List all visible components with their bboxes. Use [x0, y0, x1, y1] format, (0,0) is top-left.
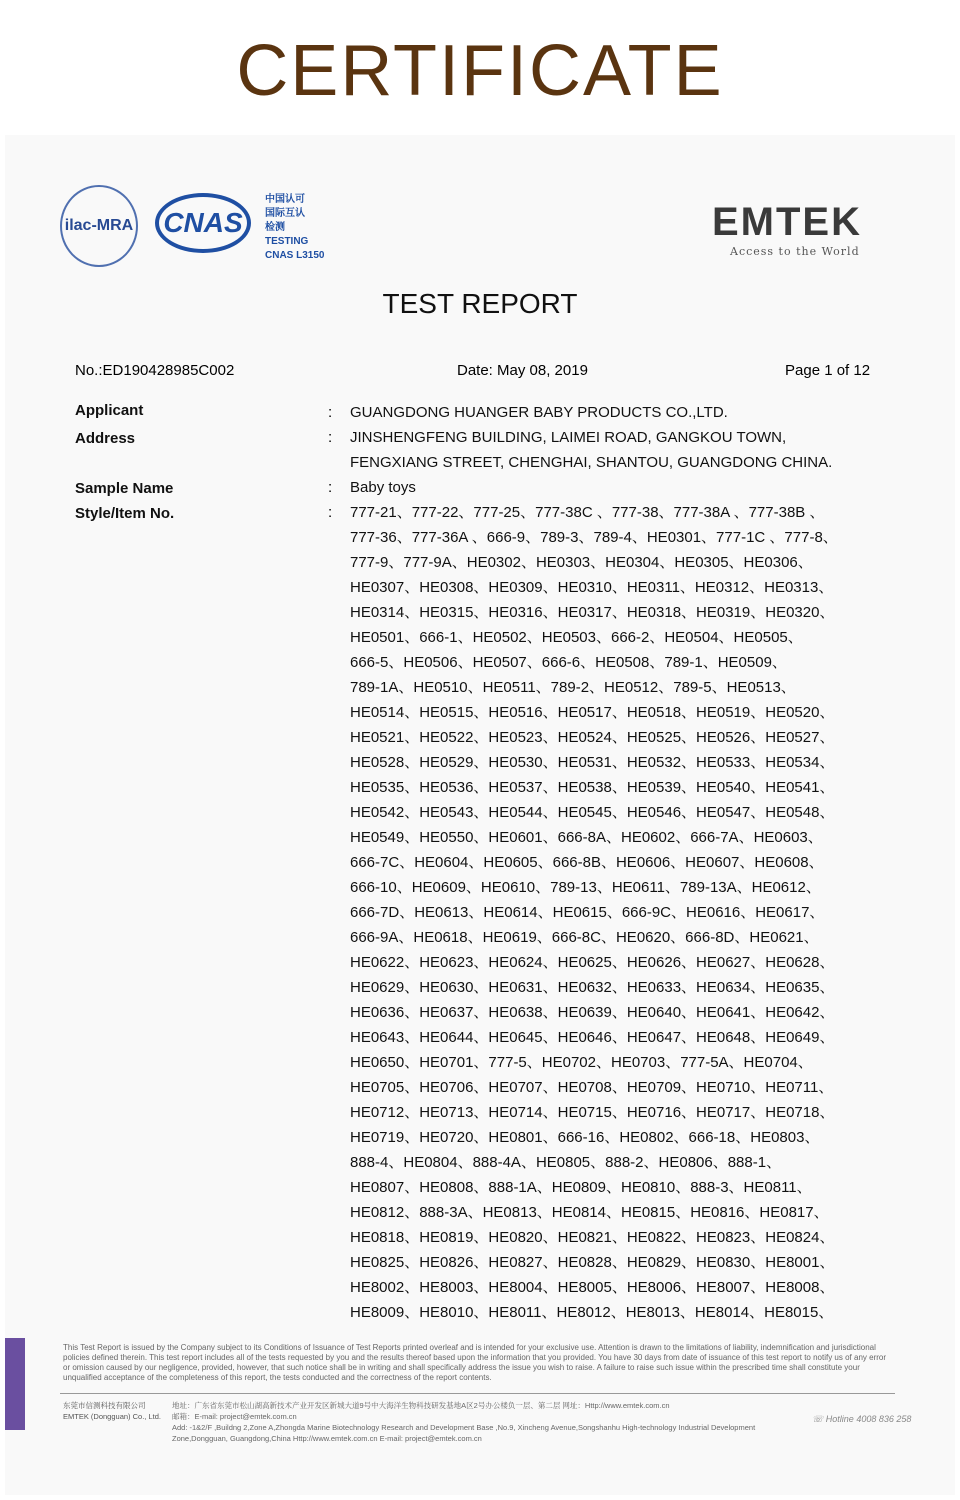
style-item-line: HE0528、HE0529、HE0530、HE0531、HE0532、HE0533、HE0534、	[350, 754, 835, 771]
style-item-line: HE0622、HE0623、HE0624、HE0625、HE0626、HE0627、HE0628、	[350, 954, 835, 971]
style-item-line: 888-4、HE0804、888-4A、HE0805、888-2、HE0806、888-1、	[350, 1154, 782, 1171]
footer-divider	[60, 1393, 895, 1394]
address-value: JINSHENGFENG BUILDING, LAIMEI ROAD, GANGKOU TOWN, FENGXIANG STREET, CHENGHAI, SHANTOU, GUANGDONG CHINA.	[350, 429, 833, 471]
applicant-label: Applicant	[75, 402, 144, 419]
page-indicator: Page 1 of 12	[785, 362, 871, 379]
style-item-line: HE0825、HE0826、HE0827、HE0828、HE0829、HE0830、HE8001、	[350, 1254, 835, 1271]
style-item-line: HE0542、HE0543、HE0544、HE0545、HE0546、HE0547、HE0548、	[350, 804, 835, 821]
accreditation-logos	[60, 185, 350, 275]
report-number: No.:ED190428985C002	[75, 362, 235, 379]
style-item-line: HE0501、666-1、HE0502、HE0503、666-2、HE0504、HE0505、	[350, 629, 803, 646]
emtek-name: EMTEK	[712, 200, 862, 244]
emtek-logo	[712, 200, 892, 258]
style-item-label: Style/Item No.	[75, 505, 175, 522]
style-item-line: HE0629、HE0630、HE0631、HE0632、HE0633、HE0634、HE0635、	[350, 979, 835, 996]
style-item-line: HE0712、HE0713、HE0714、HE0715、HE0716、HE0717、HE0718、	[350, 1104, 835, 1121]
applicant-value: GUANGDONG HUANGER BABY PRODUCTS CO.,LTD.	[350, 404, 728, 421]
style-item-line: 666-5、HE0506、HE0507、666-6、HE0508、789-1、HE0509、	[350, 654, 787, 671]
ilac-mra-logo: ilac-MRA	[60, 185, 138, 267]
style-item-line: 777-9、777-9A、HE0302、HE0303、HE0304、HE0305、HE0306、	[350, 554, 813, 571]
phone-icon: ☏	[812, 1414, 824, 1424]
style-item-line: HE0818、HE0819、HE0820、HE0821、HE0822、HE0823、HE0824、	[350, 1229, 835, 1246]
style-item-line: 666-9A、HE0618、HE0619、666-8C、HE0620、666-8D、HE0621、	[350, 929, 819, 946]
style-item-line: HE0549、HE0550、HE0601、666-8A、HE0602、666-7A、HE0603、	[350, 829, 823, 846]
style-item-line: 789-1A、HE0510、HE0511、789-2、HE0512、789-5、HE0513、	[350, 679, 796, 696]
sample-name-label: Sample Name	[75, 480, 174, 497]
report-date: Date: May 08, 2019	[457, 362, 588, 379]
style-item-line: HE0521、HE0522、HE0523、HE0524、HE0525、HE0526、HE0527、	[350, 729, 835, 746]
cnas-accreditation-text: 中国认可 国际互认 检测 TESTING CNAS L3150	[265, 194, 325, 261]
colon: :	[328, 404, 333, 421]
colon: :	[328, 429, 333, 446]
emtek-tagline: Access to the World	[730, 245, 860, 258]
style-item-line: HE0314、HE0315、HE0316、HE0317、HE0318、HE0319、HE0320、	[350, 604, 835, 621]
style-item-line: HE0535、HE0536、HE0537、HE0538、HE0539、HE0540、HE0541、	[350, 779, 835, 796]
style-item-line: HE0307、HE0308、HE0309、HE0310、HE0311、HE0312、HE0313、	[350, 579, 834, 596]
disclaimer-text: This Test Report is issued by the Company subject to its Conditions of Issuance of Test Reports printed overleaf and is intended for your exclusive use. Attention is drawn to the limitations of liability, indemnification and jurisdictional policies defined therein. This test report includes all of the tests requested by you and the results thereof based upon the information that you provided. You have 30 days from date of issuance of this test report to notify us of any error or omission caused by our negligence, provided, however, that such notice shall be in writing and shall specifically address the issue you wish to raise. A failure to raise such issue within the prescribed time shall constitute your unqualified acceptance of the completeness of this report, the tests conducted and the correctness of the report contents.	[63, 1343, 887, 1382]
style-item-line: HE0514、HE0515、HE0516、HE0517、HE0518、HE0519、HE0520、	[350, 704, 835, 721]
footer-company: 东莞市信测科技有限公司 EMTEK (Dongguan) Co., Ltd.	[63, 1401, 161, 1421]
style-item-line: 666-10、HE0609、HE0610、789-13、HE0611、789-13A、HE0612、	[350, 879, 821, 896]
style-item-line: HE8009、HE8010、HE8011、HE8012、HE8013、HE8014、HE8015、	[350, 1304, 834, 1321]
style-item-line: HE0705、HE0706、HE0707、HE0708、HE0709、HE0710、HE0711、	[350, 1079, 834, 1096]
style-item-line: 666-7C、HE0604、HE0605、666-8B、HE0606、HE0607、HE0608、	[350, 854, 824, 871]
footer-accent-bar	[5, 1338, 25, 1430]
style-item-list	[350, 500, 890, 1325]
style-item-line: HE0807、HE0808、888-1A、HE0809、HE0810、888-3、HE0811、	[350, 1179, 812, 1196]
address-label: Address	[75, 430, 136, 447]
style-item-line: 777-36、777-36A 、666-9、789-3、789-4、HE0301、777-1C 、777-8、	[350, 529, 838, 546]
style-item-line: HE0643、HE0644、HE0645、HE0646、HE0647、HE0648、HE0649、	[350, 1029, 835, 1046]
certificate-title: CERTIFICATE	[236, 31, 724, 111]
style-item-line: HE0812、888-3A、HE0813、HE0814、HE0815、HE0816、HE0817、	[350, 1204, 829, 1221]
hotline: ☏ Hotline 4008 836 258	[812, 1414, 912, 1424]
style-item-line: HE0636、HE0637、HE0638、HE0639、HE0640、HE0641、HE0642、	[350, 1004, 835, 1021]
colon: :	[328, 479, 333, 496]
colon: :	[328, 504, 333, 521]
report-title: TEST REPORT	[382, 288, 578, 319]
style-item-line: 777-21、777-22、777-25、777-38C 、777-38、777-38A 、777-38B 、	[350, 504, 825, 521]
sample-name-value: Baby toys	[350, 479, 416, 496]
style-item-line: HE8002、HE8003、HE8004、HE8005、HE8006、HE8007、HE8008、	[350, 1279, 835, 1296]
style-item-line: HE0650、HE0701、777-5、HE0702、HE0703、777-5A、HE0704、	[350, 1054, 813, 1071]
cnas-logo: CNAS	[155, 193, 251, 253]
style-item-line: HE0719、HE0720、HE0801、666-16、HE0802、666-18、HE0803、	[350, 1129, 820, 1146]
footer-address: 地址：广东省东莞市松山湖高新技术产业开发区新城大道9号中大海洋生物科技研发基地A区2号办公楼负一层、第二层 网址：Http://www.emtek.com.cn 邮箱：E-mail: project@emtek.com.cn Add: -1&2/F ,Buildng 2,Zone A,Zhongda Marine Biotechnology Research and Development Base ,No.9, Xincheng Avenue,Songshanhu High-technology Industrial Development Zone,Dongguan, Guangdong,China Http://www.emtek.com.cn E-mail: project@emtek.com.cn	[172, 1401, 756, 1443]
style-item-line: 666-7D、HE0613、HE0614、HE0615、666-9C、HE0616、HE0617、	[350, 904, 825, 921]
